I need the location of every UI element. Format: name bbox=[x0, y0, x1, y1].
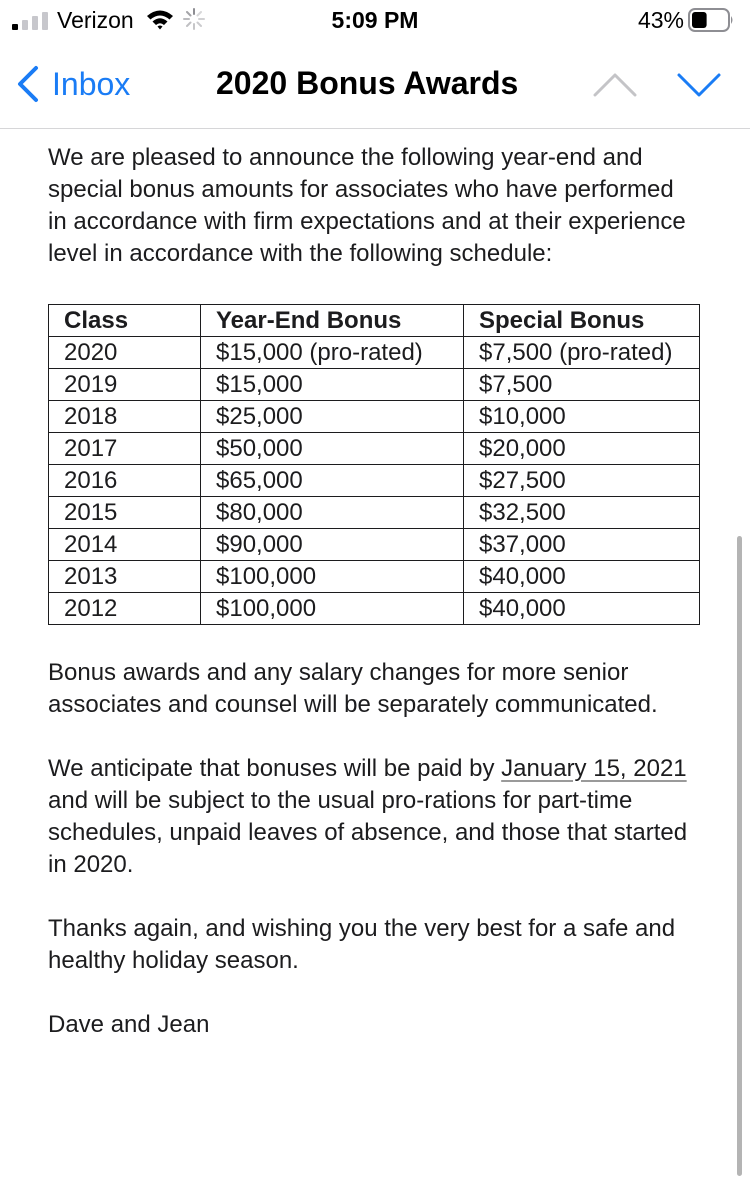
year-end-bonus-cell: $100,000 bbox=[201, 593, 464, 625]
special-bonus-cell: $27,500 bbox=[464, 465, 700, 497]
special-bonus-cell: $32,500 bbox=[464, 497, 700, 529]
year-end-bonus-cell: $25,000 bbox=[201, 401, 464, 433]
payment-text-prefix: We anticipate that bonuses will be paid by bbox=[48, 755, 502, 782]
year-end-bonus-cell: $80,000 bbox=[201, 497, 464, 529]
table-row bbox=[49, 433, 700, 465]
previous-message-button[interactable] bbox=[592, 70, 638, 100]
payment-date-paragraph bbox=[48, 753, 708, 881]
year-end-bonus-cell: $65,000 bbox=[201, 465, 464, 497]
intro-paragraph: We are pleased to announce the following year-end and special bonus amounts for associates who have performed in accordance with firm expectations and at their experience level in accordance with the following schedule: bbox=[48, 144, 686, 267]
year-end-bonus-cell: $50,000 bbox=[201, 433, 464, 465]
class-cell: 2018 bbox=[49, 401, 201, 433]
year-end-bonus-cell: $15,000 (pro-rated) bbox=[201, 337, 464, 369]
battery-icon bbox=[688, 8, 734, 32]
chevron-down-icon bbox=[679, 75, 719, 95]
class-cell: 2015 bbox=[49, 497, 201, 529]
thanks-paragraph: Thanks again, and wishing you the very best for a safe and healthy holiday season. bbox=[48, 915, 676, 974]
status-time: 5:09 PM bbox=[331, 7, 419, 33]
table-row bbox=[49, 337, 700, 369]
carrier-name: Verizon bbox=[57, 7, 134, 33]
year-end-bonus-cell: $90,000 bbox=[201, 529, 464, 561]
chevron-up-icon bbox=[595, 75, 635, 95]
special-bonus-cell: $7,500 bbox=[464, 369, 700, 401]
class-cell: 2016 bbox=[49, 465, 201, 497]
year-end-bonus-cell: $15,000 bbox=[201, 369, 464, 401]
payment-date-link[interactable]: January 15, 2021 bbox=[501, 755, 687, 782]
table-header-row bbox=[49, 305, 700, 337]
class-cell: 2014 bbox=[49, 529, 201, 561]
mail-navigation-bar bbox=[0, 40, 750, 129]
table-row bbox=[49, 561, 700, 593]
back-to-inbox-button[interactable] bbox=[16, 64, 130, 104]
header-special-bonus: Special Bonus bbox=[464, 305, 700, 337]
status-bar bbox=[0, 0, 750, 40]
table-row bbox=[49, 401, 700, 433]
signature: Dave and Jean bbox=[48, 1011, 210, 1038]
table-row bbox=[49, 529, 700, 561]
year-end-bonus-cell: $100,000 bbox=[201, 561, 464, 593]
class-cell: 2020 bbox=[49, 337, 201, 369]
class-cell: 2012 bbox=[49, 593, 201, 625]
table-row bbox=[49, 369, 700, 401]
scroll-indicator[interactable] bbox=[737, 536, 742, 1176]
special-bonus-cell: $10,000 bbox=[464, 401, 700, 433]
special-bonus-cell: $40,000 bbox=[464, 561, 700, 593]
header-year-end-bonus: Year-End Bonus bbox=[201, 305, 464, 337]
email-subject-title: 2020 Bonus Awards bbox=[216, 65, 519, 101]
special-bonus-cell: $7,500 (pro-rated) bbox=[464, 337, 700, 369]
senior-associates-paragraph: Bonus awards and any salary changes for more senior associates and counsel will be separately communicated. bbox=[48, 659, 658, 718]
next-message-button[interactable] bbox=[676, 70, 722, 100]
class-cell: 2017 bbox=[49, 433, 201, 465]
chevron-left-icon bbox=[16, 65, 40, 103]
table-row bbox=[49, 497, 700, 529]
email-body bbox=[48, 142, 708, 1041]
special-bonus-cell: $20,000 bbox=[464, 433, 700, 465]
back-label: Inbox bbox=[52, 65, 131, 102]
class-cell: 2013 bbox=[49, 561, 201, 593]
header-class: Class bbox=[49, 305, 201, 337]
special-bonus-cell: $37,000 bbox=[464, 529, 700, 561]
bonus-schedule-table bbox=[48, 304, 700, 625]
payment-text-suffix: and will be subject to the usual pro-rations for part-time schedules, unpaid leaves of absence, and those that started in 2020. bbox=[48, 787, 688, 878]
table-row bbox=[49, 593, 700, 625]
special-bonus-cell: $40,000 bbox=[464, 593, 700, 625]
class-cell: 2019 bbox=[49, 369, 201, 401]
table-row bbox=[49, 465, 700, 497]
battery-percent: 43% bbox=[637, 7, 684, 33]
